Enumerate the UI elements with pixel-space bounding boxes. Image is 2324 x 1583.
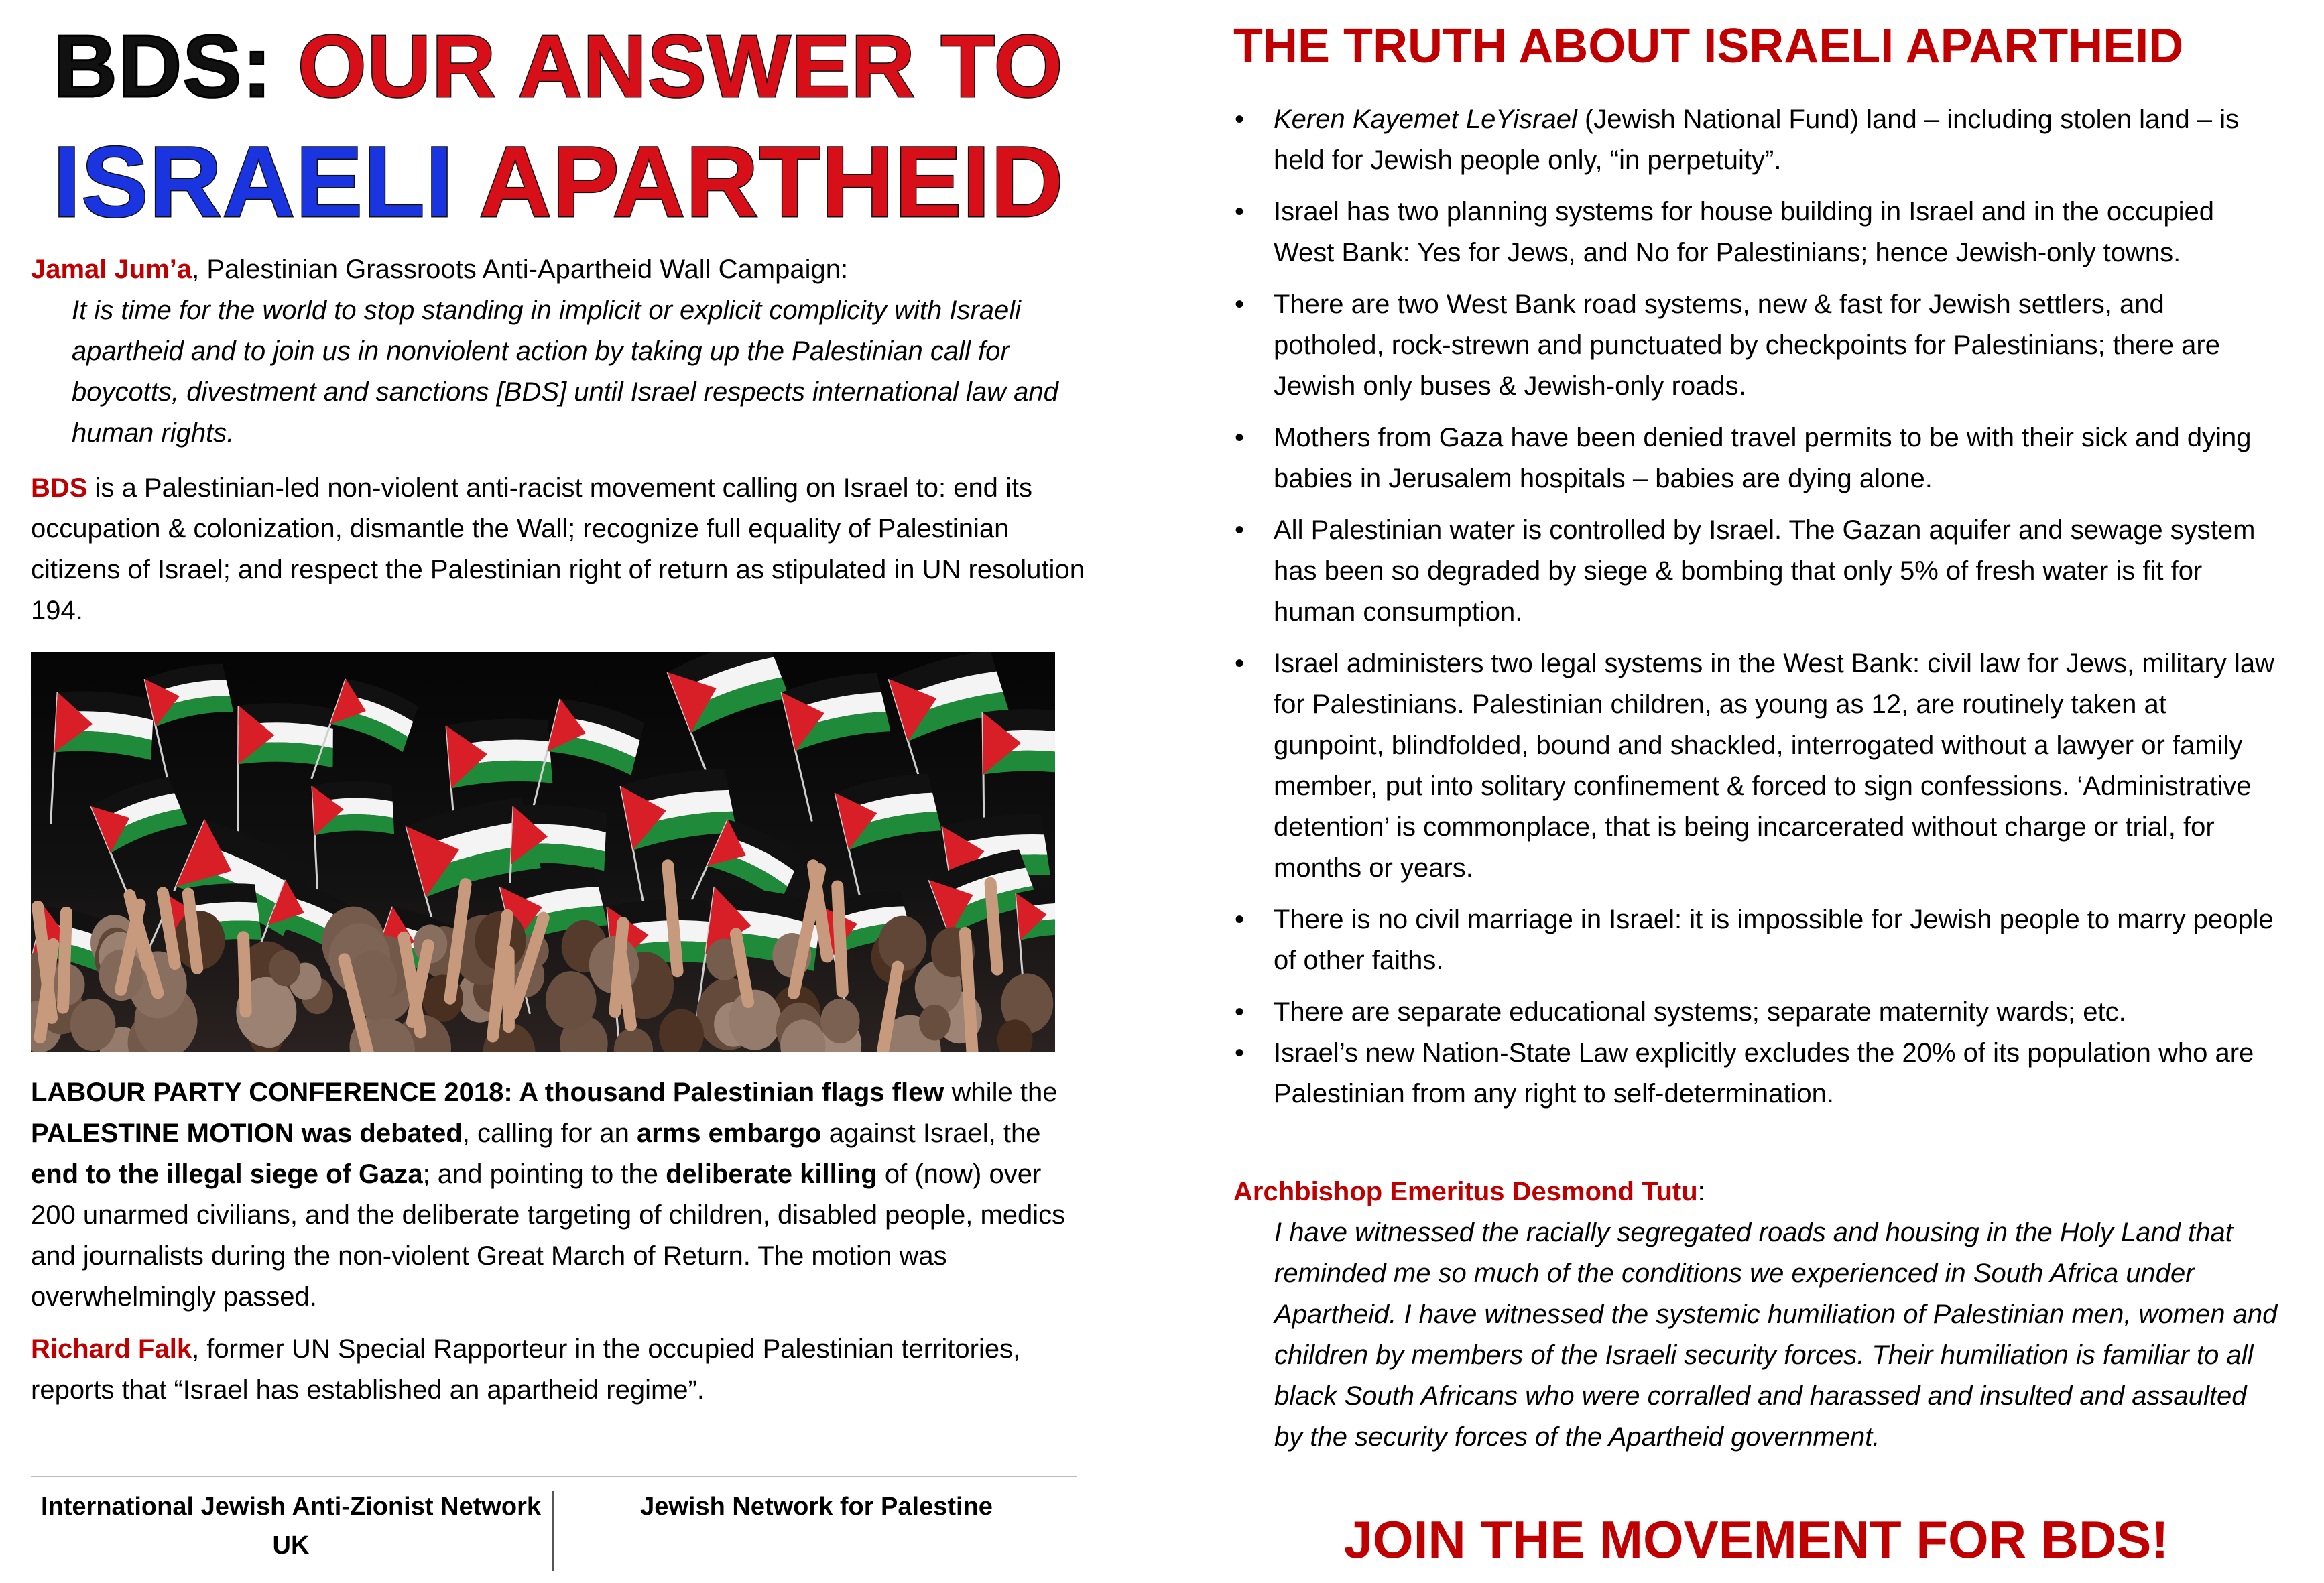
fact-item xyxy=(1233,99,2279,181)
bullet-icon: • xyxy=(1235,105,1245,134)
bullet-icon: • xyxy=(1235,649,1245,678)
fact-text: All Palestinian water is controlled by Israel. The Gazan aquifer and sewage system has been so degraded by siege & bombing that only 5% of fresh water is fit for human consumption. xyxy=(1274,515,2256,627)
fact-text: Mothers from Gaza have been denied travel permits to be with their sick and dying babies in Jerusalem hospitals – babies are dying alone. xyxy=(1274,423,2252,493)
fact-italic-term: Keren Kayemet LeYisrael xyxy=(1274,105,1577,134)
truth-title: THE TRUTH ABOUT ISRAELI APARTHEID xyxy=(1233,19,2184,73)
jamal-quote-block xyxy=(31,249,1086,454)
labour-run: deliberate killing xyxy=(666,1159,877,1189)
falk-paragraph xyxy=(31,1329,1086,1411)
labour-run: LABOUR PARTY CONFERENCE 2018: A thousand Palestinian flags flew xyxy=(31,1078,944,1107)
tutu-attribution xyxy=(1233,1172,2279,1212)
tutu-quote-block xyxy=(1233,1172,2279,1458)
fact-text: (Jewish National Fund) land – including stolen land – is held for Jewish people only, “in perpetuity”. xyxy=(1274,105,2240,175)
bds-definition xyxy=(31,468,1086,631)
org-jewish-network-palestine: Jewish Network for Palestine xyxy=(640,1493,993,1521)
headline-line-1 xyxy=(31,16,1086,117)
bullet-icon: • xyxy=(1235,905,1245,934)
labour-conference-paragraph xyxy=(31,1072,1077,1318)
headline-line-2 xyxy=(31,125,1086,239)
fact-item xyxy=(1233,643,2279,889)
crowd-flags-illustration xyxy=(31,652,1055,1052)
labour-run: ; and pointing to the xyxy=(422,1159,666,1189)
bullet-icon: • xyxy=(1235,197,1245,227)
tutu-quote: I have witnessed the racially segregated roads and housing in the Holy Land that reminded me so much of the conditions we experienced in South Africa under Apartheid. I have witnessed the systemic humiliation of Palestinian men, women and children by members of the Israeli security forces. Their humiliation is familiar to all black South Africans who were corralled and harassed and insulted and assaulted by the security forces of the Apartheid government. xyxy=(1274,1218,2278,1452)
fact-item xyxy=(1233,1033,2279,1115)
bds-text: is a Palestinian-led non-violent anti-racist movement calling on Israel to: end its occupation & colonization, dismantle the Wall; recognize full equality of Palestinian citizens of Israel; and respect the Palestinian right of return as stipulated in UN resolution 194. xyxy=(31,473,1085,625)
fact-text: Israel’s new Nation-State Law explicitly excludes the 20% of its population who are Palestinian from any right to self-determination. xyxy=(1274,1038,2254,1109)
bds-term: BDS xyxy=(31,473,88,503)
fact-text: There are separate educational systems; separate maternity wards; etc. xyxy=(1274,997,2126,1027)
fact-text: Israel has two planning systems for house building in Israel and in the occupied West Bank: Yes for Jews, and No for Palestinians; hence Jewish-only towns. xyxy=(1274,197,2215,267)
tutu-colon: : xyxy=(1697,1177,1705,1206)
bullet-icon: • xyxy=(1235,290,1245,319)
labour-run: , calling for an xyxy=(462,1119,637,1148)
fact-item xyxy=(1233,992,2279,1033)
org-ijan-uk: International Jewish Anti-Zionist Network UK xyxy=(41,1493,541,1560)
apartheid-facts-list xyxy=(1233,99,2279,1125)
fact-item xyxy=(1233,510,2279,633)
labour-run: while the xyxy=(944,1078,1058,1107)
fact-text: There are two West Bank road systems, new & fast for Jewish settlers, and potholed, rock-strewn and punctuated by checkpoints for Palestinians; there are Jewish only buses & Jewish-only roads. xyxy=(1274,290,2220,401)
labour-run: PALESTINE MOTION was debated xyxy=(31,1119,463,1148)
labour-text xyxy=(31,1072,1077,1318)
labour-run: arms embargo xyxy=(636,1119,822,1148)
jamal-quote: It is time for the world to stop standing in implicit or explicit complicity with Israeli apartheid and to join us in nonviolent action by taking up the Palestinian call for boycotts, divestment and sanctions [BDS] until Israel respects international law and human rights. xyxy=(72,296,1058,448)
bullet-icon: • xyxy=(1235,423,1245,452)
bullet-icon: • xyxy=(1235,1038,1245,1068)
fact-item xyxy=(1233,418,2279,499)
footer-divider-line xyxy=(31,1476,1077,1477)
headline-bds: BDS: xyxy=(53,17,298,115)
footer-vertical-divider xyxy=(552,1491,554,1571)
headline-apartheid: APARTHEID xyxy=(479,125,1064,238)
bullet-icon: • xyxy=(1235,515,1245,545)
labour-run: against Israel, the xyxy=(821,1119,1041,1148)
join-movement-call: JOIN THE MOVEMENT FOR BDS! xyxy=(1343,1510,2169,1569)
fact-text: Israel administers two legal systems in the West Bank: civil law for Jews, military law for Palestinians. Palestinian children, as young as 12, are routinely taken at gunpoint, blindfolded, bound and shackled, interrogated without a lawyer or family member, put into solitary confinement & forced to sign confessions. ‘Administrative detention’ is commonplace, that is being incarcerated without charge or trial, for months or years. xyxy=(1274,649,2275,883)
headline-israeli: ISRAELI xyxy=(52,125,479,238)
fact-item xyxy=(1233,192,2279,273)
tutu-name: Archbishop Emeritus Desmond Tutu xyxy=(1233,1177,1698,1206)
jamal-attribution xyxy=(31,249,1086,290)
jamal-name: Jamal Jum’a xyxy=(31,255,192,284)
palestinian-flags-crowd-photo xyxy=(31,652,1055,1052)
fact-item xyxy=(1233,284,2279,407)
fact-text: There is no civil marriage in Israel: it is impossible for Jewish people to marry people of other faiths. xyxy=(1274,905,2274,975)
falk-name: Richard Falk xyxy=(31,1334,192,1364)
headline-our-answer: OUR ANSWER TO xyxy=(297,17,1064,115)
jamal-affiliation: , Palestinian Grassroots Anti-Apartheid Wall Campaign: xyxy=(192,255,849,284)
falk-text: , former UN Special Rapporteur in the occupied Palestinian territories, reports that “Israel has established an apartheid regime”. xyxy=(31,1334,1021,1405)
labour-run: end to the illegal siege of Gaza xyxy=(31,1159,423,1189)
fact-item xyxy=(1233,899,2279,981)
bullet-icon: • xyxy=(1235,997,1245,1027)
labour-run: of (now) over 200 unarmed civilians, and the deliberate targeting of children, disabled people, medics and journalists during the non-violent Great March of Return. The motion was overwhelmingly passed. xyxy=(31,1159,1066,1312)
